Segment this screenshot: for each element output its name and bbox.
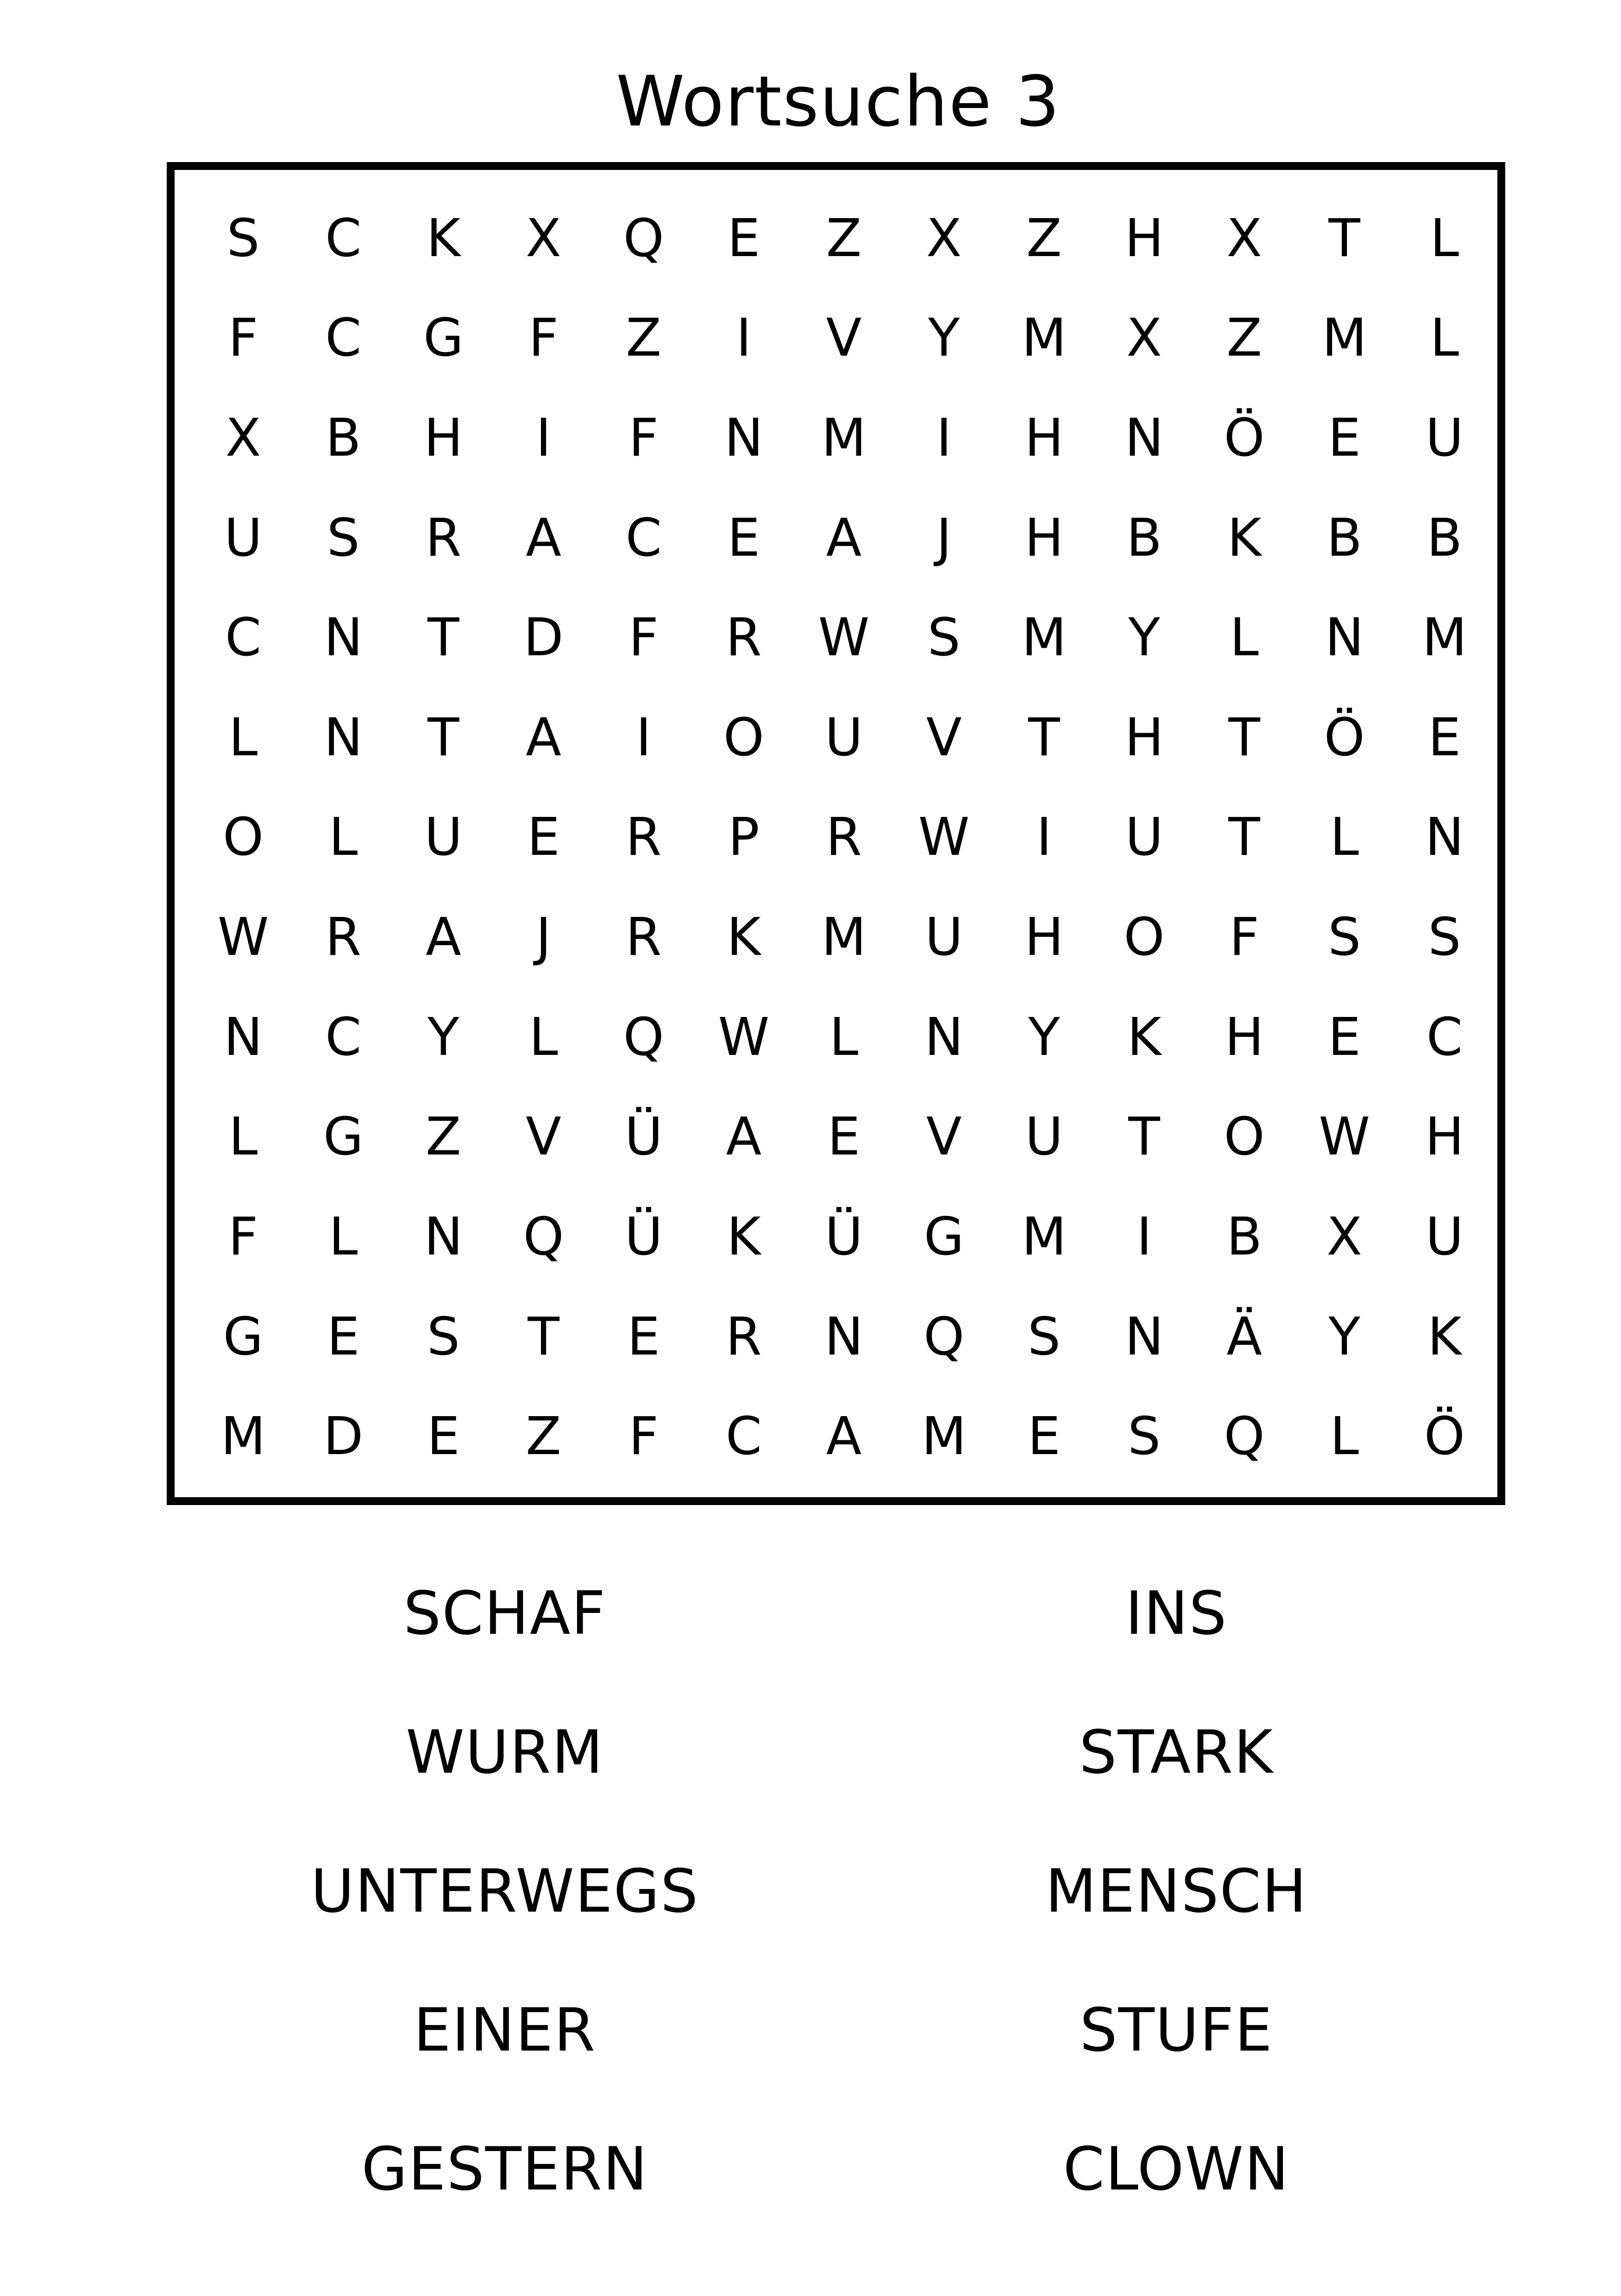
- grid-cell[interactable]: E: [727, 208, 760, 269]
- grid-cell[interactable]: G: [223, 1306, 264, 1367]
- grid-cell[interactable]: C: [225, 608, 262, 668]
- grid-cell[interactable]: M: [220, 1406, 266, 1467]
- grid-cell[interactable]: F: [628, 408, 659, 469]
- grid-cell[interactable]: N: [824, 1306, 863, 1367]
- grid-cell[interactable]: H: [1125, 707, 1164, 768]
- grid-cell[interactable]: O: [1224, 1107, 1265, 1167]
- grid-cell[interactable]: V: [826, 308, 862, 369]
- grid-cell[interactable]: R: [425, 508, 462, 568]
- grid-cell[interactable]: L: [1330, 807, 1359, 868]
- grid-cell[interactable]: K: [1427, 1306, 1462, 1367]
- grid-cell[interactable]: Ö: [1424, 1406, 1465, 1467]
- grid-cell[interactable]: L: [1230, 608, 1259, 668]
- grid-cell[interactable]: E: [727, 508, 760, 568]
- grid-cell[interactable]: V: [526, 1107, 561, 1167]
- grid-cell[interactable]: Q: [623, 1007, 664, 1067]
- grid-cell[interactable]: N: [1125, 1306, 1164, 1367]
- grid-cell[interactable]: K: [1227, 508, 1262, 568]
- grid-cell[interactable]: U: [1425, 1206, 1464, 1267]
- grid-cell[interactable]: Q: [924, 1306, 965, 1367]
- grid-cell[interactable]: A: [826, 1406, 862, 1467]
- grid-cell[interactable]: Y: [1028, 1007, 1060, 1067]
- grid-cell[interactable]: Y: [928, 308, 960, 369]
- grid-cell[interactable]: U: [925, 907, 963, 968]
- grid-cell[interactable]: B: [1426, 508, 1463, 568]
- word-list-item: STARK: [1079, 1718, 1274, 1787]
- grid-cell[interactable]: W: [217, 907, 269, 968]
- grid-cell[interactable]: S: [1127, 1406, 1161, 1467]
- grid-cell[interactable]: M: [821, 907, 867, 968]
- grid-cell[interactable]: X: [1326, 1206, 1363, 1267]
- grid-cell[interactable]: R: [625, 907, 662, 968]
- grid-cell[interactable]: Ä: [1226, 1306, 1262, 1367]
- grid-cell[interactable]: V: [926, 707, 962, 768]
- grid-cell[interactable]: T: [1228, 707, 1260, 768]
- grid-cell[interactable]: S: [327, 508, 360, 568]
- grid-cell[interactable]: L: [228, 1107, 258, 1167]
- grid-cell[interactable]: O: [222, 807, 264, 868]
- grid-cell[interactable]: X: [1226, 208, 1262, 269]
- grid-cell[interactable]: E: [1328, 1007, 1361, 1067]
- grid-cell[interactable]: F: [228, 1206, 258, 1267]
- grid-cell[interactable]: X: [526, 208, 561, 269]
- grid-cell[interactable]: F: [228, 308, 258, 369]
- grid-cell[interactable]: S: [1027, 1306, 1061, 1367]
- grid-cell[interactable]: S: [1428, 907, 1461, 968]
- grid-cell[interactable]: N: [924, 1007, 964, 1067]
- grid-cell[interactable]: Ü: [624, 1206, 663, 1267]
- grid-cell[interactable]: E: [1328, 408, 1361, 469]
- grid-cell[interactable]: E: [327, 1306, 360, 1367]
- grid-cell[interactable]: R: [625, 807, 662, 868]
- grid-cell[interactable]: J: [936, 508, 952, 568]
- grid-cell[interactable]: A: [526, 508, 561, 568]
- letter-grid: [193, 188, 1495, 1487]
- grid-cell[interactable]: X: [1126, 308, 1162, 369]
- grid-cell[interactable]: Z: [526, 1406, 561, 1467]
- grid-cell[interactable]: U: [224, 508, 263, 568]
- grid-cell[interactable]: N: [224, 1007, 263, 1067]
- grid-cell[interactable]: H: [1125, 208, 1164, 269]
- grid-cell[interactable]: E: [1428, 707, 1461, 768]
- word-list-item: GESTERN: [361, 2135, 648, 2204]
- grid-cell[interactable]: M: [1322, 308, 1367, 369]
- grid-cell[interactable]: Q: [523, 1206, 564, 1267]
- grid-cell[interactable]: U: [1425, 408, 1464, 469]
- grid-cell[interactable]: H: [1425, 1107, 1464, 1167]
- grid-cell[interactable]: K: [1127, 1007, 1162, 1067]
- grid-cell[interactable]: L: [829, 1007, 859, 1067]
- grid-cell[interactable]: U: [1025, 1107, 1063, 1167]
- grid-cell[interactable]: W: [718, 1007, 770, 1067]
- grid-cell[interactable]: E: [627, 1306, 660, 1367]
- grid-cell[interactable]: I: [1136, 1206, 1152, 1267]
- word-list-item: MENSCH: [1045, 1857, 1307, 1926]
- grid-cell[interactable]: N: [324, 608, 363, 668]
- grid-cell[interactable]: H: [1024, 907, 1064, 968]
- grid-cell[interactable]: S: [226, 208, 260, 269]
- grid-cell[interactable]: N: [724, 408, 763, 469]
- grid-cell[interactable]: X: [926, 208, 962, 269]
- grid-cell[interactable]: N: [424, 1206, 463, 1267]
- grid-cell[interactable]: O: [1124, 907, 1165, 968]
- grid-cell[interactable]: L: [1330, 1406, 1359, 1467]
- word-list-item: INS: [1125, 1579, 1228, 1648]
- grid-cell[interactable]: C: [1426, 1007, 1463, 1067]
- grid-cell[interactable]: T: [427, 707, 459, 768]
- grid-cell[interactable]: B: [325, 408, 361, 469]
- grid-cell[interactable]: T: [528, 1306, 559, 1367]
- grid-cell[interactable]: M: [821, 408, 867, 469]
- grid-cell[interactable]: F: [528, 308, 559, 369]
- grid-cell[interactable]: T: [427, 608, 459, 668]
- grid-cell[interactable]: A: [826, 508, 862, 568]
- word-list-item: EINER: [413, 1996, 597, 2065]
- grid-cell[interactable]: T: [1328, 208, 1360, 269]
- grid-cell[interactable]: I: [536, 408, 552, 469]
- grid-cell[interactable]: E: [827, 1107, 861, 1167]
- grid-cell[interactable]: I: [636, 707, 652, 768]
- grid-cell[interactable]: D: [323, 1406, 364, 1467]
- grid-cell[interactable]: Z: [1026, 208, 1062, 269]
- grid-cell[interactable]: B: [1326, 508, 1363, 568]
- grid-cell[interactable]: H: [1225, 1007, 1264, 1067]
- word-list-item: SCHAF: [403, 1579, 607, 1648]
- grid-cell[interactable]: L: [1430, 308, 1459, 369]
- grid-cell[interactable]: K: [727, 1206, 761, 1267]
- grid-cell[interactable]: M: [1422, 608, 1467, 668]
- grid-cell[interactable]: Z: [826, 208, 862, 269]
- grid-cell[interactable]: P: [728, 807, 760, 868]
- grid-cell[interactable]: S: [427, 1306, 460, 1367]
- grid-cell[interactable]: S: [1328, 907, 1361, 968]
- word-list-item: STUFE: [1080, 1996, 1273, 2065]
- grid-cell[interactable]: W: [818, 608, 870, 668]
- grid-cell[interactable]: F: [628, 1406, 659, 1467]
- grid-cell[interactable]: Q: [623, 208, 664, 269]
- grid-cell[interactable]: G: [423, 308, 464, 369]
- grid-cell[interactable]: R: [725, 608, 762, 668]
- grid-cell[interactable]: E: [1027, 1406, 1061, 1467]
- grid-cell[interactable]: G: [924, 1206, 964, 1267]
- grid-cell[interactable]: U: [424, 807, 463, 868]
- grid-cell[interactable]: K: [727, 907, 761, 968]
- grid-cell[interactable]: O: [723, 707, 764, 768]
- grid-cell[interactable]: Y: [1328, 1306, 1360, 1367]
- grid-cell[interactable]: H: [1024, 408, 1064, 469]
- grid-cell[interactable]: G: [323, 1107, 364, 1167]
- grid-cell[interactable]: Z: [426, 1107, 461, 1167]
- grid-cell[interactable]: R: [725, 1306, 762, 1367]
- grid-cell[interactable]: A: [526, 707, 561, 768]
- grid-cell[interactable]: C: [625, 508, 662, 568]
- grid-cell[interactable]: M: [1021, 1206, 1067, 1267]
- grid-cell[interactable]: L: [228, 707, 258, 768]
- grid-cell[interactable]: F: [628, 608, 659, 668]
- grid-cell[interactable]: H: [424, 408, 463, 469]
- grid-cell[interactable]: R: [826, 807, 862, 868]
- grid-cell[interactable]: X: [225, 408, 261, 469]
- grid-cell[interactable]: L: [1430, 208, 1459, 269]
- grid-cell[interactable]: B: [1126, 508, 1162, 568]
- grid-cell[interactable]: I: [736, 308, 752, 369]
- grid-cell[interactable]: I: [1036, 807, 1052, 868]
- grid-cell[interactable]: E: [427, 1406, 460, 1467]
- page-title: Wortsuche 3: [616, 62, 1061, 142]
- grid-cell[interactable]: B: [1226, 1206, 1263, 1267]
- word-list-item: CLOWN: [1063, 2135, 1290, 2204]
- grid-cell[interactable]: F: [1229, 907, 1259, 968]
- word-search-grid: [167, 162, 1505, 1505]
- grid-cell[interactable]: U: [825, 707, 863, 768]
- grid-cell[interactable]: C: [325, 208, 362, 269]
- grid-cell[interactable]: L: [329, 1206, 358, 1267]
- grid-cell[interactable]: M: [921, 1406, 967, 1467]
- grid-cell[interactable]: M: [1021, 308, 1067, 369]
- grid-cell[interactable]: J: [536, 907, 552, 968]
- grid-cell[interactable]: U: [1125, 807, 1163, 868]
- grid-cell[interactable]: Z: [1226, 308, 1262, 369]
- grid-cell[interactable]: N: [1325, 608, 1364, 668]
- grid-cell[interactable]: Z: [626, 308, 662, 369]
- grid-cell[interactable]: N: [324, 707, 363, 768]
- word-list-item: UNTERWEGS: [310, 1857, 699, 1926]
- word-list-item: WURM: [406, 1718, 604, 1787]
- grid-cell[interactable]: M: [1021, 608, 1067, 668]
- grid-cell[interactable]: A: [726, 1107, 762, 1167]
- grid-cell[interactable]: A: [426, 907, 461, 968]
- grid-cell[interactable]: T: [1128, 1107, 1160, 1167]
- grid-cell[interactable]: Ü: [624, 1107, 663, 1167]
- grid-cell[interactable]: T: [1228, 807, 1260, 868]
- grid-cell[interactable]: H: [1024, 508, 1064, 568]
- grid-cell[interactable]: W: [918, 807, 970, 868]
- grid-cell[interactable]: Ö: [1224, 408, 1265, 469]
- grid-cell[interactable]: V: [926, 1107, 962, 1167]
- grid-cell[interactable]: W: [1319, 1107, 1370, 1167]
- grid-cell[interactable]: L: [329, 807, 358, 868]
- grid-cell[interactable]: N: [1425, 807, 1464, 868]
- grid-cell[interactable]: S: [927, 608, 961, 668]
- grid-cell[interactable]: N: [1125, 408, 1164, 469]
- grid-cell[interactable]: T: [1028, 707, 1060, 768]
- grid-cell[interactable]: Ü: [825, 1206, 863, 1267]
- grid-cell[interactable]: Y: [1128, 608, 1160, 668]
- grid-cell[interactable]: D: [523, 608, 564, 668]
- grid-cell[interactable]: Q: [1224, 1406, 1265, 1467]
- grid-cell[interactable]: Y: [427, 1007, 459, 1067]
- grid-cell[interactable]: K: [426, 208, 461, 269]
- grid-cell[interactable]: C: [325, 308, 362, 369]
- grid-cell[interactable]: E: [527, 807, 560, 868]
- grid-cell[interactable]: R: [325, 907, 362, 968]
- grid-cell[interactable]: C: [325, 1007, 362, 1067]
- grid-cell[interactable]: L: [529, 1007, 558, 1067]
- grid-cell[interactable]: C: [725, 1406, 762, 1467]
- grid-cell[interactable]: Ö: [1324, 707, 1365, 768]
- grid-cell[interactable]: I: [936, 408, 952, 469]
